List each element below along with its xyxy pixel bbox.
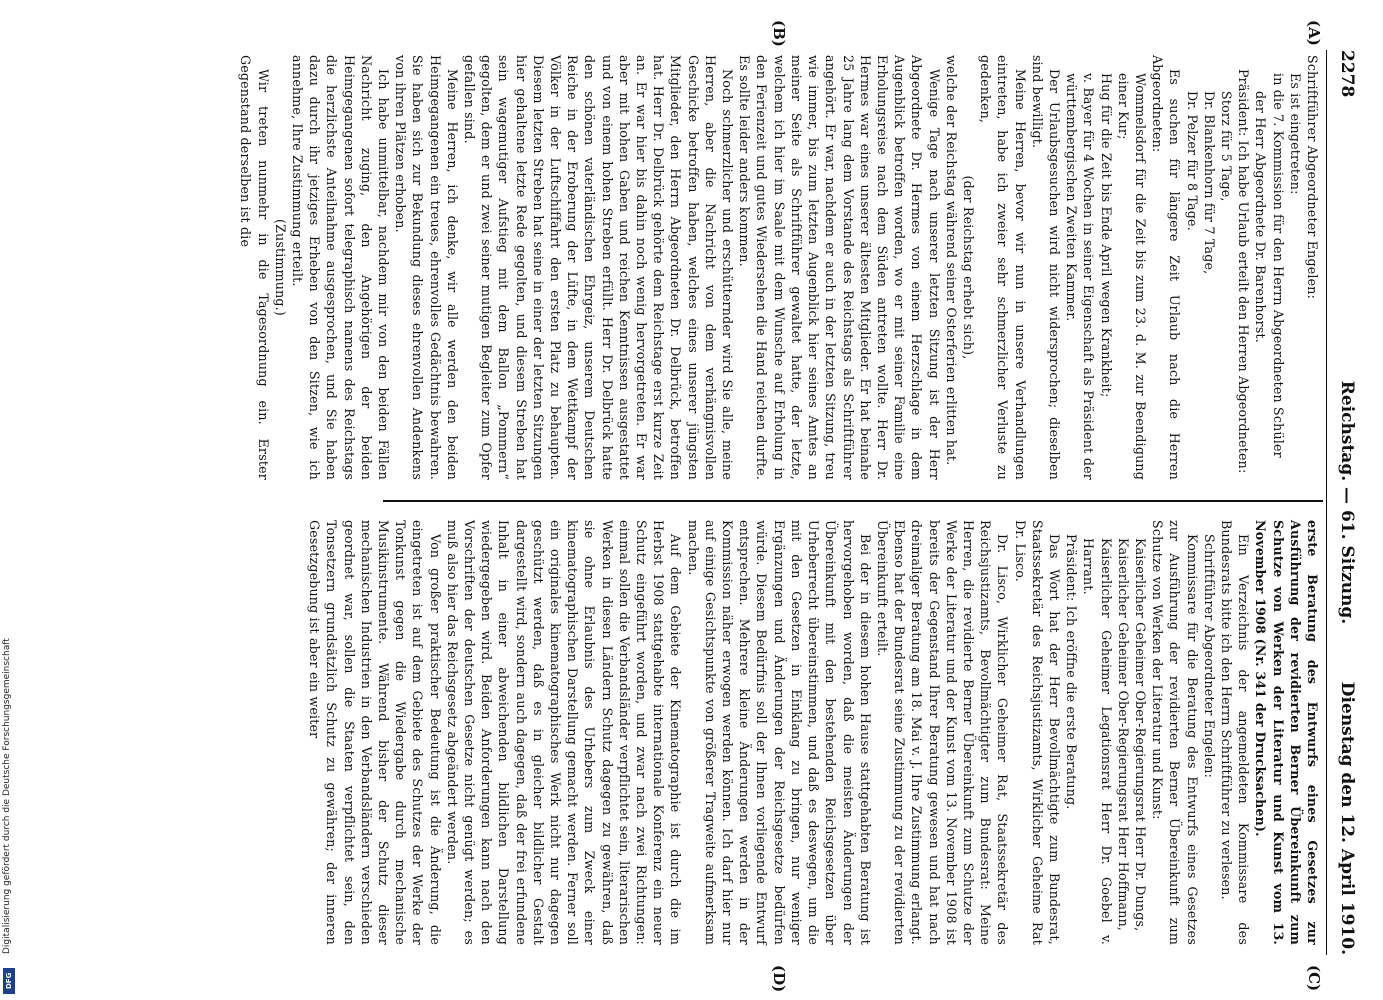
paragraph: (Zustimmung.) [272, 218, 288, 316]
paragraph: Das Wort hat der Herr Bevollmächtigte zum Bundesrat, Staatssekretär des Reichsjustizamts, Wirklicher Geheime Rat Dr. Lisco. [1012, 520, 1062, 945]
paragraph: Dr. Pelzer für 8 Tage. [1184, 91, 1200, 231]
paragraph: Kaiserlicher Geheimer Ober-Regierungsrat Herr Dr. Dungs, [1132, 538, 1148, 932]
right-column [306, 520, 1321, 945]
paragraph: Bei der in diesem hohen Hause stattgehabten Beratung ist hervorgehoben worden, daß die meisten Änderungen der Übereinkunft mit den bestehenden Reichsgesetzen über Urheberrecht übereinstimmen, und daß es deswegen, um die mit den Gesetzen in Einklang zu bringen, nur weniger Ergänzungen und Änderungen der Reichsgesetze bedürfen würde. Diesem Bedürfnis soll der Ihnen vorliegende Entwurf entsprechen. Mehrere kleine Änderungen werden in der Kommission näher erwogen werden können. Ich darf hier nur auf einige Gesichtspunkte von größerer Tragweite aufmerksam machen. [685, 520, 873, 945]
paragraph: Von großer praktischer Bedeutung ist die Änderung, die eingetreten ist auf dem Gebiete des Schutzes der Werke der Tonkunst gegen die Wiedergabe durch mechanische Musikinstrumente. Während bisher der Schutz dieser mechanischen Industrien in den Verbandsländern verschieden geordnet war, sollen die Staaten verpflichtet sein, den Tonsetzern grundsätzlich Schutz zu gewähren; der inneren Gesetzgebung ist aber ein weiter [307, 520, 443, 945]
margin-mark-b: (B) [770, 20, 788, 47]
paragraph: Der Urlaubsgesuchen wird nicht widersprochen; dieselben sind bewilligt. [1029, 55, 1062, 480]
paragraph: Storz für 5 Tage, [1218, 91, 1234, 202]
paragraph: Wir treten nunmehr in die Tagesordnung ein. Erster Gegenstand derselben ist die [238, 55, 271, 480]
paragraph: Meine Herren, ich denke, wir alle werden den beiden Heimgegangenen ein treues, ehrenvolles Gedächtnis bewahren. Sie haben sich zur Bekundung dieses ehrenvollen Andenkens von ihren Plätzen erhoben. [393, 55, 460, 480]
paragraph: Schriftführer Abgeordneter Engelen: [1201, 534, 1217, 779]
paragraph: Meine Herren, bevor wir nun in unsere Verhandlungen eintreten, habe ich zweier sehr schmerzlicher Verluste zu gedenken, [978, 55, 1028, 480]
paragraph: Wenige Tage nach unserer letzten Sitzung ist der Herr Abgeordnete Dr. Hermes von einem Herzschlage in dem Augenblick betroffen worden, wo er mit seiner Familie eine Erholungsreise nach dem Süden antreten wollte. Herr Dr. Hermes war eines unserer ältesten Mitglieder. Er hat beinahe 25 Jahre lang dem Vorstande des Reichstags als Schriftführer angehört. Er war, nachdem er auch in der letzten Sitzung, treu wie immer, bis zum letzten Augenblick hier seines Amtes an meiner Seite als Schriftführer gewaltet hatte, der letzte, welchem ich hier im Saale mit dem Wunsche auf Erholung in den Ferienzeit und gutes Wiedersehen die Hand reichen durfte. Es sollte leider anders kommen. [737, 55, 942, 480]
margin-mark-d: (D) [770, 965, 788, 993]
paragraph: v. Bayer für 4 Wochen in seiner Eigenschaft als Präsident der württembergischen Zweiten Kammer. [1064, 73, 1097, 480]
paragraph: Noch schmerzlicher und erschütternder wird Sie alle, meine Herren, aber die Nachricht von dem verhängnisvollen Geschicke betroffen haben, welches eines unserer jüngsten Mitglieder, den Herrn Abgeordneten Dr. Delbrück, betroffen hat. Herr Dr. Delbrück gehörte dem Reichstage erst kurze Zeit an. Er war hier bis dahin noch wenig hervorgetreten. Er war aber mit hohen Gaben und reichen Kenntnissen ausgestattet und von einem hohen Streben erfüllt. Herr Dr. Delbrück hatte den schönen vaterländischen Ehrgeiz, unserem Deutschen Reiche in der Eroberung der Lüfte, in dem Wettkampf der Völker in der Luftschiffahrt den ersten Platz zu behaupten. Diesem letzten Streben hat seine in einer der letzten Sitzungen hier gehaltene letzte Rede gegolten, und diesem Streben hat sein wagemutiger Aufstieg mit dem Ballon „Pommern“ gegolten, dem er und zwei seiner mutigen Begleiter zum Opfer gefallen sind. [462, 55, 736, 480]
left-column [237, 55, 1321, 480]
paragraph: Ich habe unmittelbar, nachdem mir von den beiden Fällen Nachricht zuging, den Angehörigen der beiden Heimgegangenen sofort telegraphisch namens des Reichstags die herzlichste Anteilnahme ausgesprochen, und Sie haben dazu durch ihr jetziges Erheben von den Sitzen, wie ich annehme, Ihre Zustimmung erteilt. [290, 55, 392, 480]
page-header [1326, 50, 1363, 955]
paragraph: Präsident: Ich habe Urlaub erteilt den Herren Abgeordneten: [1236, 69, 1252, 474]
paragraph: in die 7. Kommission für den Herrn Abgeordneten Schüler [1270, 73, 1286, 458]
paragraph: Hug für die Zeit bis Ende April wegen Krankheit; [1098, 73, 1114, 398]
dfg-logo: DFG [3, 968, 15, 994]
paragraph: Schriftführer Abgeordneter Engelen: [1305, 55, 1320, 300]
paragraph: Kommissare für die Beratung des Entwurfs eines Gesetzes zur Ausführung der revidierten Berner Übereinkunft zum Schutze von Werken der Literatur und Kunst: [1150, 520, 1200, 945]
session-title: Reichstag. — 61. Sitzung. [1337, 380, 1357, 625]
paragraph: Es suchen für längere Zeit Urlaub nach die Herren Abgeordneten: [1150, 55, 1183, 480]
column-divider [383, 500, 1323, 502]
credit-text: Digitalisierung gefördert durch die Deutsche Forschungsgemeinschaft [2, 638, 12, 954]
paragraph: Auf dem Gebiete der Kinematographie ist durch die im Herbst 1908 stattgehabte internationale Konferenz ein neuer Schutz eingeführt worden, und zwar nach zwei Richtungen: einmal sollen die Verbandsländer verpflichtet sein, literarischen Werken in diesen Ländern Schutz dagegen zu gewähren, daß sie ohne Erlaubnis des Urhebers zum Zweck einer kinematographischen Darstellung gemacht werden. Ferner soll ein originales kinematographisches Werk nicht nur dagegen geschützt werden, daß es in gleicher bildlicher Gestalt dargestellt wird, sondern auch dagegen, daß der frei erfundene Inhalt in einer abweichenden bildlichen Darstellung wiedergegeben wird. Beiden Anforderungen kann nach den Vorschriften der deutschen Gesetze nicht genügt werden; es muß also hier das Reichsgesetz abgeändert werden. [444, 520, 684, 945]
paragraph: Präsident: Ich eröffne die erste Beratung. [1064, 534, 1080, 810]
session-date: Dienstag den 12. April 1910. [1337, 681, 1357, 955]
page-number: 2278 [1337, 50, 1357, 98]
paragraph: Ein Verzeichnis der angemeldeten Kommissare des Bundesrats bitte ich den Herrn Schriftführer zu verlesen. [1218, 520, 1252, 945]
paragraph: Kaiserlicher Geheimer Ober-Regierungsrat Herr Hoffmann, [1115, 538, 1131, 932]
paragraph: der Herr Abgeordnete Dr. Barenhorst. [1253, 91, 1269, 343]
paragraph: Dr. Blankenhorn für 7 Tage, [1201, 91, 1217, 275]
paragraph: (der Reichstag erhebt sich), [960, 175, 976, 360]
agenda-item-title: erste Beratung des Entwurfs eines Gesetzes zur Ausführung der revidierten Berner Übereinkunft zum Schutze von Werken der Literatur und Kunst vom 13. November 1908 (Nr. 341 der Drucksachen). [1253, 520, 1320, 945]
paragraph: welche der Reichstag während seiner Osterferien erlitten hat. [943, 55, 959, 466]
paragraph: Wommelsdorf für die Zeit bis zum 23. d. M. zur Beendigung einer Kur; [1115, 73, 1148, 480]
paragraph: Dr. Lisco, Wirklicher Geheimer Rat, Staatssekretär des Reichsjustizamts, Bevollmächtigter zum Bundesrat: Meine Herren, die revidierte Berner Übereinkunft zum Schutze der Werke der Literatur und der Kunst vom 13. November 1908 ist bereits der Gegenstand Ihrer Beratung gewesen und hat nach dreimaliger Beratung am 18. Mai v. J. Ihre Zustimmung erlangt. Ebenso hat der Bundesrat seine Zustimmung zu der revidierten Übereinkunft erteilt. [874, 520, 1011, 945]
paragraph: Es ist eingetreten: [1287, 73, 1303, 195]
digitization-credit [2, 4, 16, 994]
paragraph: Kaiserlicher Geheimer Legationsrat Herr Dr. Goebel v. Harrant. [1081, 538, 1114, 945]
margin-mark-c: (C) [1305, 965, 1323, 992]
margin-mark-a: (A) [1305, 20, 1323, 46]
